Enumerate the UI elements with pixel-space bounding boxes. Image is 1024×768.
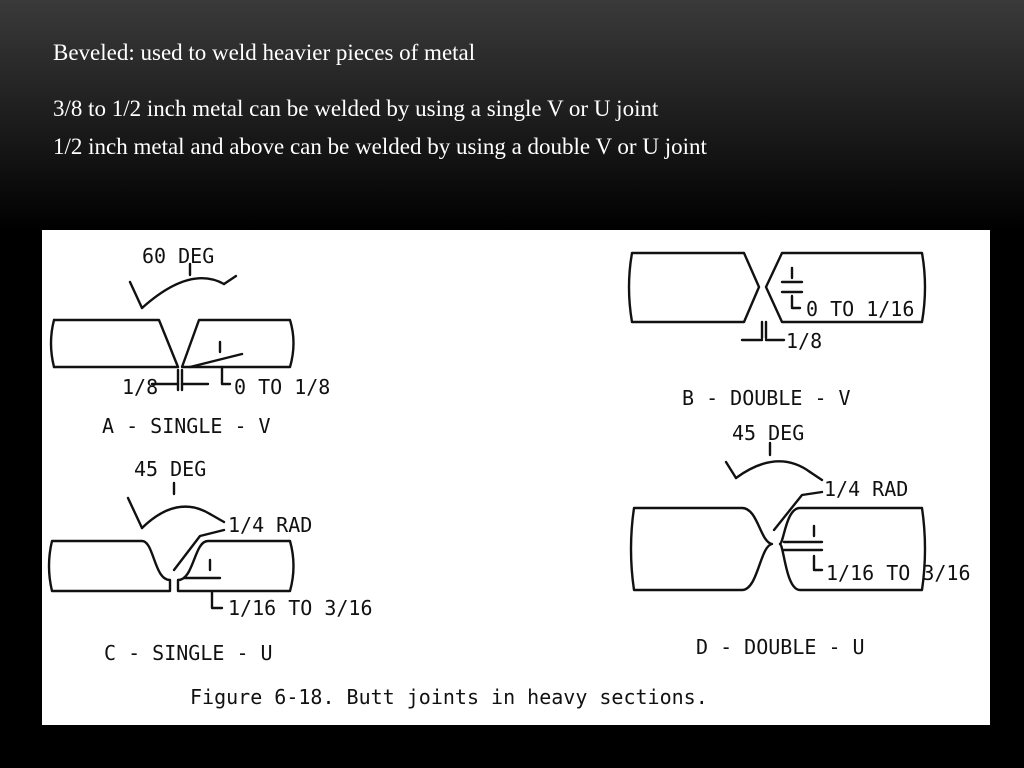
label-d-angle: 45 DEG [732,421,805,445]
title-d-double-u: D - DOUBLE - U [696,635,865,659]
diagram-double-v [629,253,925,410]
title-c-single-u: C - SINGLE - U [104,641,273,665]
label-d-root: 1/16 TO 3/16 [826,561,971,585]
label-a-angle: 60 DEG [142,244,215,268]
bullet-line-single: 3/8 to 1/2 inch metal can be welded by using a single V or U joint [53,96,659,121]
label-c-root: 1/16 TO 3/16 [228,596,373,620]
label-b-gap: 1/8 [786,329,823,353]
butt-joints-figure [42,230,990,725]
bullet-line-double: 1/2 inch metal and above can be welded by using a double V or U joint [53,134,707,159]
label-a-gap: 1/8 [122,375,159,399]
bullet-thickness [53,90,923,166]
label-d-radius: 1/4 RAD [824,477,909,501]
label-a-root: 0 TO 1/8 [234,375,331,399]
joint-diagrams [42,230,990,725]
label-c-radius: 1/4 RAD [228,513,313,537]
bullet-beveled: Beveled: used to weld heavier pieces of metal [53,40,476,65]
diagram-double-u [631,421,971,659]
label-c-angle: 45 DEG [134,457,207,481]
label-b-root: 0 TO 1/16 [806,297,915,321]
title-b-double-v: B - DOUBLE - V [682,386,851,410]
figure-caption: Figure 6-18. Butt joints in heavy sections. [190,685,708,709]
diagram-single-u [49,457,373,665]
diagram-single-v [51,244,330,438]
title-a-single-v: A - SINGLE - V [102,414,271,438]
